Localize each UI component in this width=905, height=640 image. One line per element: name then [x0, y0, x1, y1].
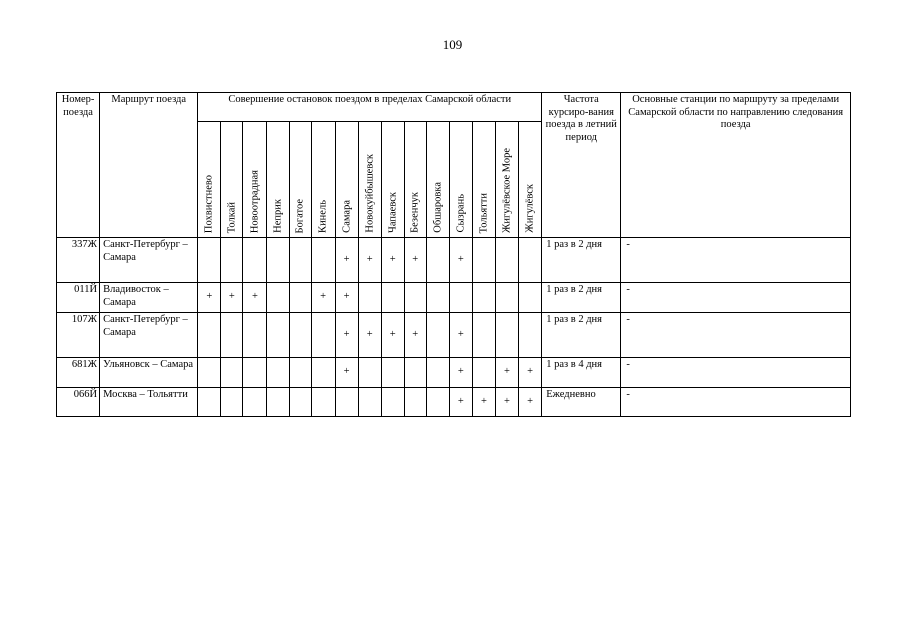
table-row [57, 388, 851, 417]
station-header [311, 122, 335, 238]
station-header [289, 122, 311, 238]
stop-mark: + [335, 358, 358, 388]
header-main-stations: Основные станции по маршруту за пределами Самарской области по направлению следования поезда [621, 93, 851, 238]
station-name: Неприк [272, 199, 284, 233]
station-header [404, 122, 426, 238]
stop-mark [426, 313, 449, 358]
stop-mark [289, 238, 311, 283]
main-stations: - [621, 238, 851, 283]
stop-mark [426, 358, 449, 388]
stop-mark [311, 388, 335, 417]
stop-mark [358, 283, 381, 313]
station-name: Кинель [317, 200, 329, 233]
station-name: Самара [341, 200, 353, 233]
main-stations: - [621, 283, 851, 313]
stop-mark [243, 358, 267, 388]
station-header [518, 122, 541, 238]
stop-mark [358, 388, 381, 417]
stop-mark [335, 388, 358, 417]
stop-mark [198, 313, 221, 358]
stop-mark [495, 283, 518, 313]
stop-mark [289, 313, 311, 358]
station-header [221, 122, 243, 238]
stop-mark [267, 313, 289, 358]
train-number: 011Й [57, 283, 100, 313]
train-stops-table [56, 92, 851, 417]
stop-mark [311, 313, 335, 358]
stop-mark [518, 313, 541, 358]
train-frequency: 1 раз в 2 дня [542, 283, 621, 313]
stop-mark: + [358, 313, 381, 358]
stop-mark: + [404, 238, 426, 283]
header-stops: Совершение остановок поездом в пределах Самарской области [198, 93, 542, 122]
stop-mark [311, 238, 335, 283]
table-row [57, 283, 851, 313]
train-frequency: Ежедневно [542, 388, 621, 417]
stop-mark [267, 238, 289, 283]
train-number: 066Й [57, 388, 100, 417]
station-name: Обшаровка [432, 182, 444, 233]
stop-mark: + [495, 358, 518, 388]
stop-mark [472, 313, 495, 358]
stop-mark [289, 283, 311, 313]
header-train-number: Номер-поезда [57, 93, 100, 238]
stop-mark [221, 388, 243, 417]
station-name: Новоотрадная [249, 169, 261, 233]
stop-mark [404, 358, 426, 388]
stop-mark [381, 283, 404, 313]
page-number: 109 [442, 37, 463, 52]
header-frequency: Частота курсиро-вания поезда в летний период [542, 93, 621, 238]
stop-mark [518, 283, 541, 313]
stop-mark: + [311, 283, 335, 313]
train-route: Санкт-Петербург – Самара [100, 313, 198, 358]
stop-mark: + [449, 358, 472, 388]
stop-mark [358, 358, 381, 388]
station-header [381, 122, 404, 238]
train-frequency: 1 раз в 2 дня [542, 313, 621, 358]
station-name: Сызрань [455, 194, 467, 233]
stop-mark [221, 238, 243, 283]
train-number: 681Ж [57, 358, 100, 388]
stop-mark [472, 283, 495, 313]
stop-mark [426, 238, 449, 283]
stop-mark: + [518, 358, 541, 388]
stop-mark: + [198, 283, 221, 313]
train-route: Владивосток – Самара [100, 283, 198, 313]
station-header [198, 122, 221, 238]
stop-mark [426, 283, 449, 313]
stop-mark [426, 388, 449, 417]
stop-mark [243, 313, 267, 358]
table-row [57, 313, 851, 358]
stop-mark [495, 238, 518, 283]
stop-mark [449, 283, 472, 313]
stop-mark [267, 388, 289, 417]
stop-mark [267, 283, 289, 313]
stop-mark [198, 388, 221, 417]
station-name: Тольятти [478, 192, 490, 233]
stop-mark: + [335, 313, 358, 358]
station-name: Толкай [226, 201, 238, 233]
stop-mark: + [449, 388, 472, 417]
stop-mark [381, 388, 404, 417]
stop-mark [472, 238, 495, 283]
station-header [358, 122, 381, 238]
stop-mark [289, 358, 311, 388]
stop-mark [221, 313, 243, 358]
station-header [243, 122, 267, 238]
station-name: Жигулёвск [524, 184, 536, 233]
stop-mark: + [449, 238, 472, 283]
stop-mark: + [495, 388, 518, 417]
station-name: Богатое [294, 198, 306, 233]
station-name: Чапаевск [387, 192, 399, 233]
train-number: 337Ж [57, 238, 100, 283]
stop-mark: + [404, 313, 426, 358]
stop-mark [381, 358, 404, 388]
train-frequency: 1 раз в 2 дня [542, 238, 621, 283]
stop-mark [221, 358, 243, 388]
station-header [267, 122, 289, 238]
stop-mark: + [358, 238, 381, 283]
stop-mark [267, 358, 289, 388]
stop-mark [495, 313, 518, 358]
train-route: Москва – Тольятти [100, 388, 198, 417]
stop-mark: + [335, 283, 358, 313]
stop-mark: + [243, 283, 267, 313]
station-name: Жигулёвское Море [501, 147, 513, 233]
station-name: Похвистнево [203, 174, 215, 233]
main-stations: - [621, 313, 851, 358]
station-name: Безенчук [409, 192, 421, 233]
station-name: Новокуйбышевск [364, 154, 376, 233]
stop-mark [289, 388, 311, 417]
train-route: Санкт-Петербург – Самара [100, 238, 198, 283]
train-route: Ульяновск – Самара [100, 358, 198, 388]
stop-mark: + [221, 283, 243, 313]
table-row [57, 358, 851, 388]
stop-mark [404, 283, 426, 313]
table-row [57, 238, 851, 283]
stop-mark [198, 238, 221, 283]
main-stations: - [621, 358, 851, 388]
stop-mark: + [472, 388, 495, 417]
main-stations: - [621, 388, 851, 417]
stop-mark [518, 238, 541, 283]
stop-mark: + [449, 313, 472, 358]
stop-mark [198, 358, 221, 388]
stop-mark [243, 238, 267, 283]
stop-mark: + [335, 238, 358, 283]
header-route: Маршрут поезда [100, 93, 198, 238]
station-header [495, 122, 518, 238]
stop-mark: + [518, 388, 541, 417]
station-header [426, 122, 449, 238]
station-header [449, 122, 472, 238]
stop-mark: + [381, 238, 404, 283]
stop-mark [472, 358, 495, 388]
train-frequency: 1 раз в 4 дня [542, 358, 621, 388]
station-header [472, 122, 495, 238]
stop-mark: + [381, 313, 404, 358]
stop-mark [311, 358, 335, 388]
station-header [335, 122, 358, 238]
train-number: 107Ж [57, 313, 100, 358]
stop-mark [404, 388, 426, 417]
stop-mark [243, 388, 267, 417]
